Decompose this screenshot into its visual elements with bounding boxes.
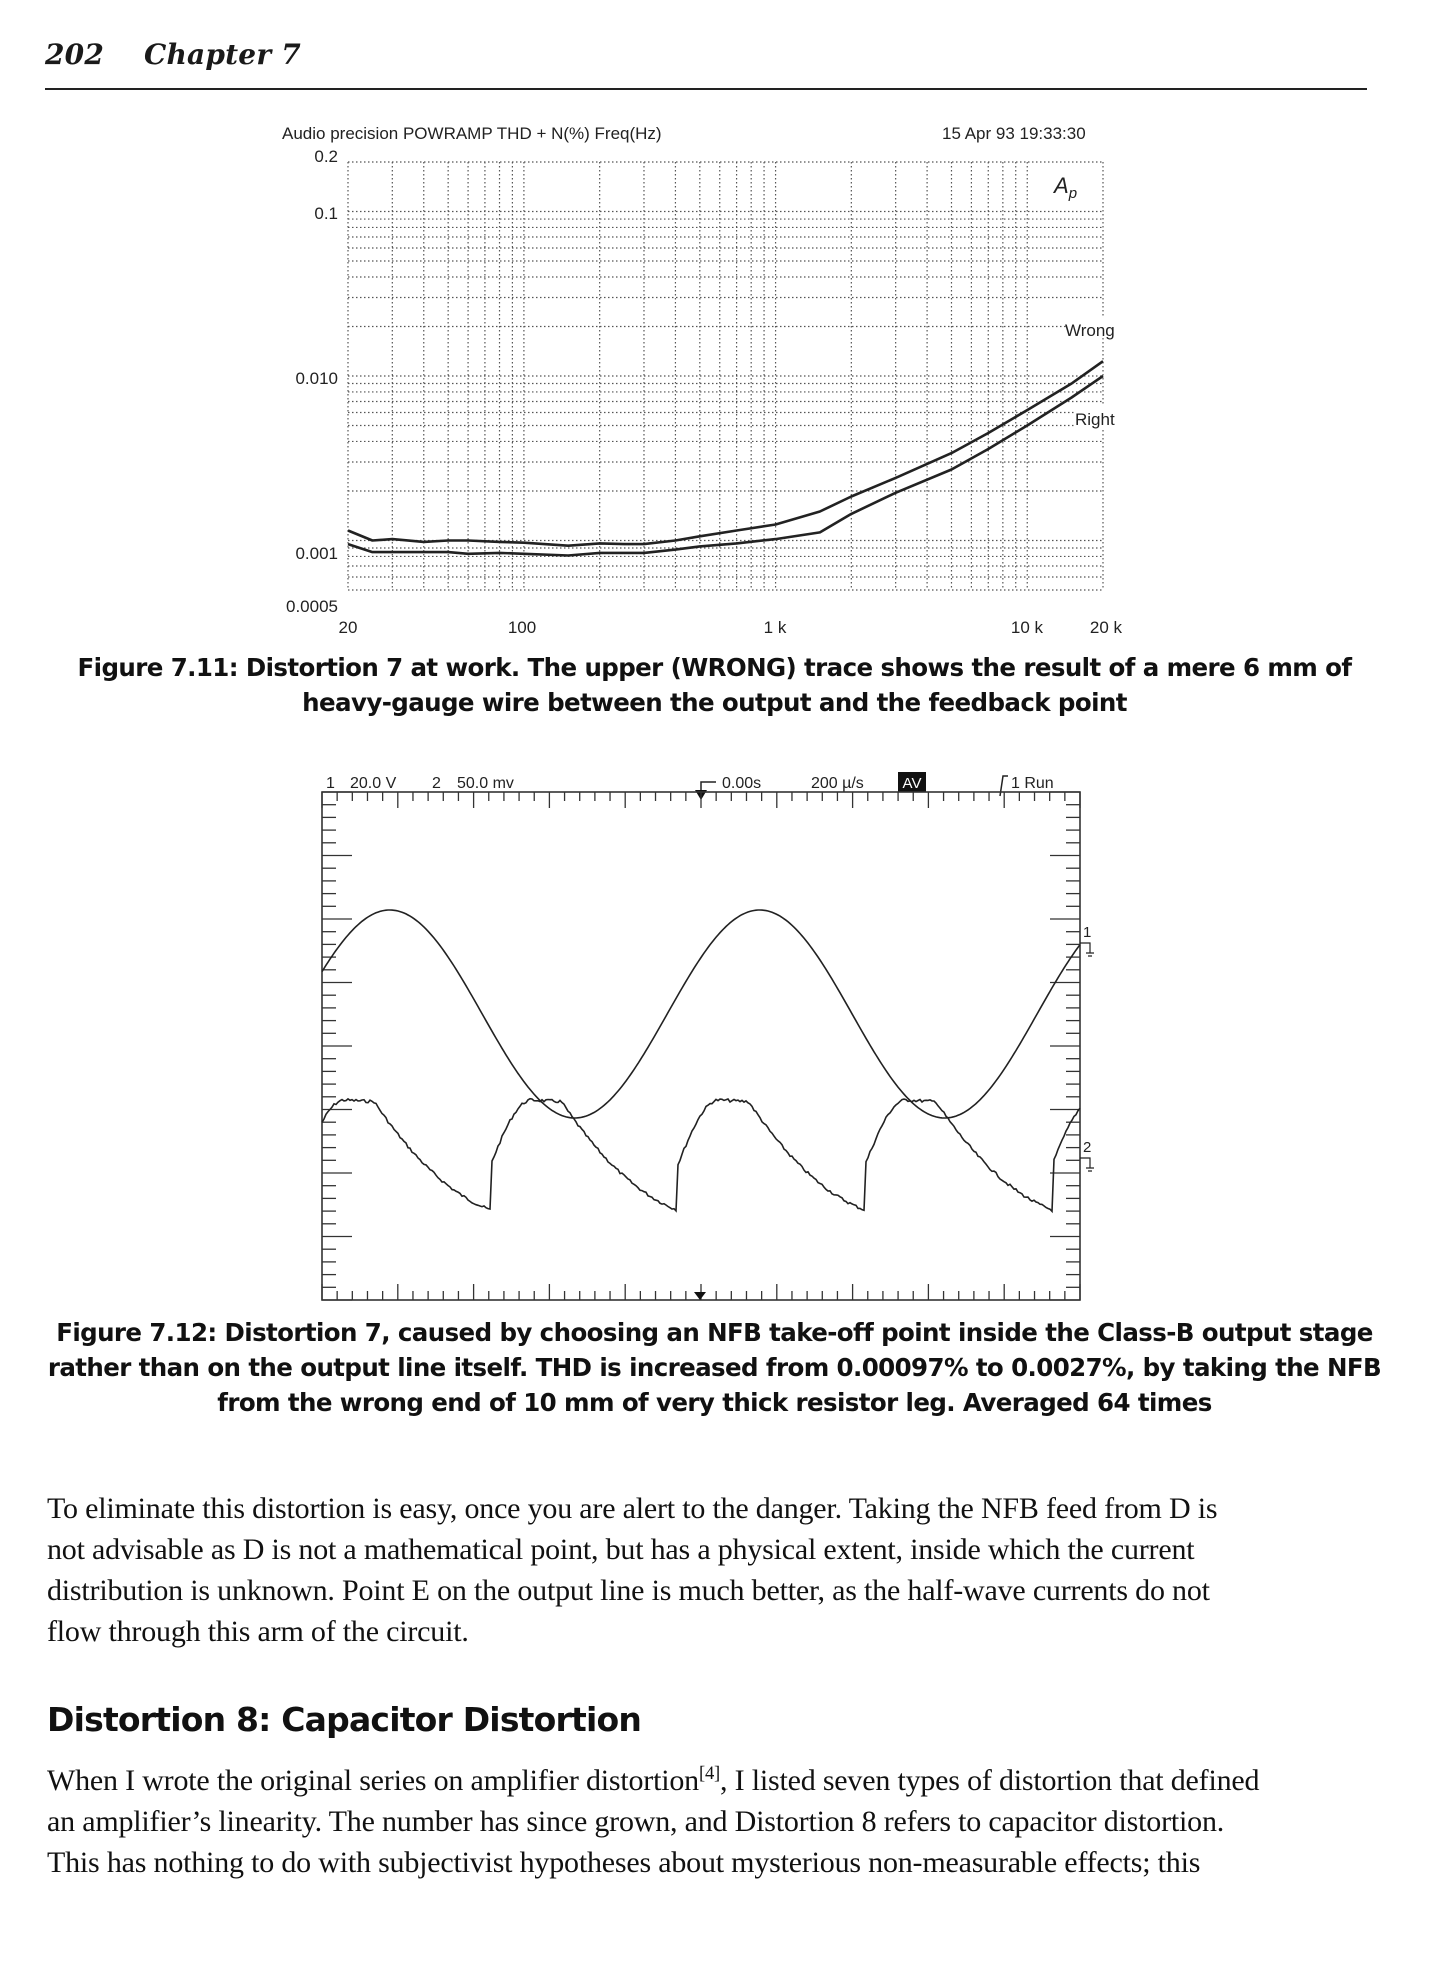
label-right: Right	[1075, 410, 1115, 429]
figure-7-11-thd-chart	[0, 0, 1429, 640]
citation-ref: [4]	[698, 1763, 721, 1784]
label-wrong: Wrong	[1065, 321, 1115, 340]
y-tick-label: 0.010	[295, 369, 338, 388]
scope-graticule	[322, 792, 1080, 1300]
av-badge-label: AV	[902, 775, 922, 792]
ch2-number: 2	[432, 775, 441, 792]
y-tick-label: 0.1	[314, 204, 338, 223]
timebase: 200 µ/s	[811, 775, 864, 792]
chapter-title: Chapter 7	[144, 38, 301, 71]
y-tick-label: 0.0005	[286, 597, 338, 616]
trace-wrong	[348, 361, 1103, 546]
trigger-time: 0.00s	[722, 775, 762, 792]
x-tick-label: 100	[507, 618, 537, 637]
x-tick-label: 10 k	[1010, 618, 1044, 637]
chart-grid	[348, 162, 1103, 590]
figure-7-11-caption: Figure 7.11: Distortion 7 at work. The upper (WRONG) trace shows the result of a mere 6 mm of heavy-gauge wire between the output and the feedback point	[77, 653, 1352, 717]
paragraph-capacitor-distortion: When I wrote the original series on amplifier distortion[4], I listed seven types of distortion that defined an amplifier’s linearity. The number has since grown, and Distortion 8 refers to capacitor distortion. This has nothing to do with subjectivist hypotheses about mysterious non-measurable effects; this	[47, 1763, 1260, 1879]
ch1-number: 1	[326, 775, 335, 792]
y-tick-label: 0.2	[314, 147, 338, 166]
run-status: 1 Run	[1011, 775, 1054, 792]
x-tick-label: 1 k	[763, 618, 787, 637]
ground-icon	[1080, 943, 1094, 956]
trace-right	[348, 376, 1103, 556]
chart-timestamp: 15 Apr 93 19:33:30	[942, 124, 1086, 143]
section-heading: Distortion 8: Capacitor Distortion	[47, 1700, 642, 1739]
channel-1-sine-trace	[322, 910, 1080, 1118]
ground-icon	[1080, 1158, 1094, 1171]
channel-2-marker: 2	[1083, 1139, 1092, 1156]
ch1-scale: 20.0 V	[350, 775, 397, 792]
x-tick-label: 20 k	[1089, 618, 1123, 637]
chart-traces	[348, 361, 1103, 555]
figure-7-12-scope	[0, 740, 1429, 1320]
y-tick-label: 0.001	[295, 544, 338, 563]
x-tick-label: 20	[338, 618, 358, 637]
scope-frame	[322, 792, 1080, 1300]
channel-2-residual-trace	[322, 1099, 1080, 1212]
page-number: 202	[45, 38, 105, 71]
scope-traces	[322, 910, 1080, 1211]
trigger-bottom-marker-icon	[694, 1292, 706, 1300]
ap-logo: $A_p$	[1054, 173, 1078, 202]
ch2-scale: 50.0 mv	[457, 775, 514, 792]
channel-1-marker: 1	[1083, 924, 1092, 941]
paragraph-nfb-feed: To eliminate this distortion is easy, once you are alert to the danger. Taking the NFB feed from D is not advisable as D is not a mathematical point, but has a physical extent, inside which the current distribution is unknown. Point E on the output line is much better, as the half-wave currents do not flow through this arm of the circuit.	[47, 1492, 1218, 1648]
chart-header-left: Audio precision POWRAMP THD + N(%) Freq(Hz)	[282, 124, 662, 143]
figure-7-12-caption: Figure 7.12: Distortion 7, caused by choosing an NFB take-off point inside the Class-B output stage rather than on the output line itself. THD is increased from 0.00097% to 0.0027%, by taking the NFB from the wrong end of 10 mm of very thick resistor leg. Averaged 64 times	[47, 1318, 1382, 1417]
